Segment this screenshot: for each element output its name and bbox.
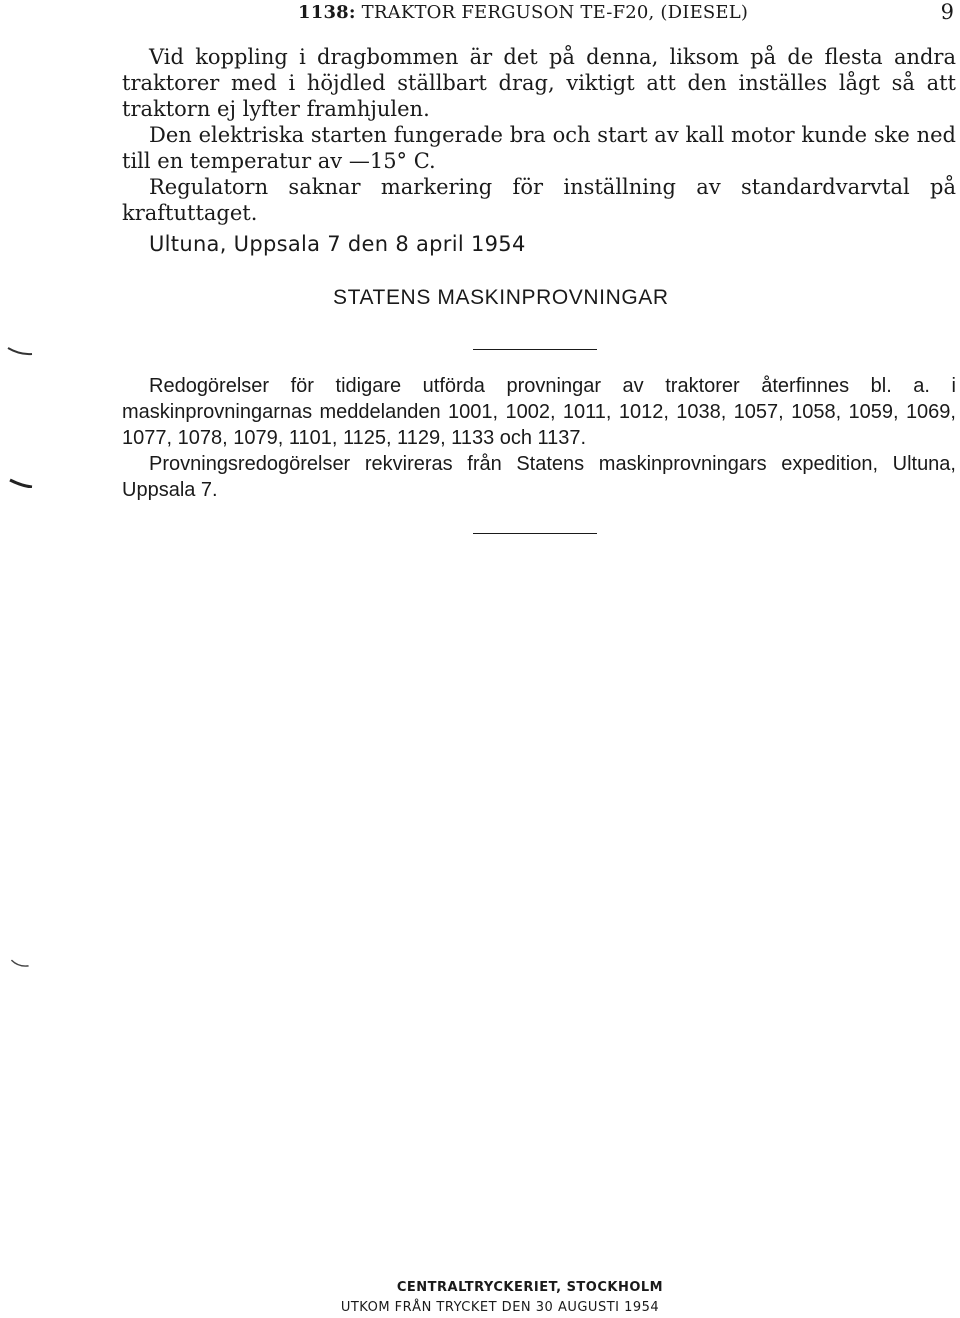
body-text: [122, 44, 956, 226]
divider-rule: [473, 349, 597, 350]
report-number: 1138:: [298, 2, 356, 23]
publication-date: UTKOM FRÅN TRYCKET DEN 30 AUGUSTI 1954: [340, 1300, 660, 1315]
paragraph-ordering: Provningsredogörelser rekvireras från Statens maskinprovningars expedition, Ultuna, Uppsala 7.: [122, 453, 956, 501]
references-text: [122, 373, 956, 503]
divider-rule: [473, 533, 597, 534]
page-number: 9: [940, 0, 954, 24]
paragraph-starter: Den elektriska starten fungerade bra och start av kall motor kunde ske ned till en temperatur av —15° C.: [122, 123, 956, 173]
printer-imprint: CENTRALTRYCKERIET, STOCKHOLM: [396, 1280, 664, 1295]
margin-punch-mark: [6, 346, 34, 356]
paragraph-governor: Regulatorn saknar markering för inställning av standardvarvtal på kraftuttaget.: [122, 175, 956, 225]
margin-punch-mark: [6, 958, 34, 968]
paragraph-previous-reports: Redogörelser för tidigare utförda provningar av traktorer återfinnes bl. a. i maskinprovningarnas meddelanden 1001, 1002, 1011, 1012, 1038, 1057, 1058, 1059, 1069, 1077, 1078, 1079, 1101, 1125, 1129, 1133 och 1137.: [122, 375, 956, 449]
paragraph-hitch: Vid koppling i dragbommen är det på denna, liksom på de flesta andra traktorer med i höjdled ställbart drag, viktigt att den inställes lågt så att traktorn ej lyfter framhjulen.: [122, 45, 956, 121]
report-title: TRAKTOR FERGUSON TE-F20, (DIESEL): [361, 2, 749, 23]
place-date: Ultuna, Uppsala 7 den 8 april 1954: [149, 232, 526, 256]
institution-signature: STATENS MASKINPROVNINGAR: [333, 286, 669, 309]
margin-punch-mark: [6, 478, 34, 488]
running-head: [298, 2, 748, 23]
